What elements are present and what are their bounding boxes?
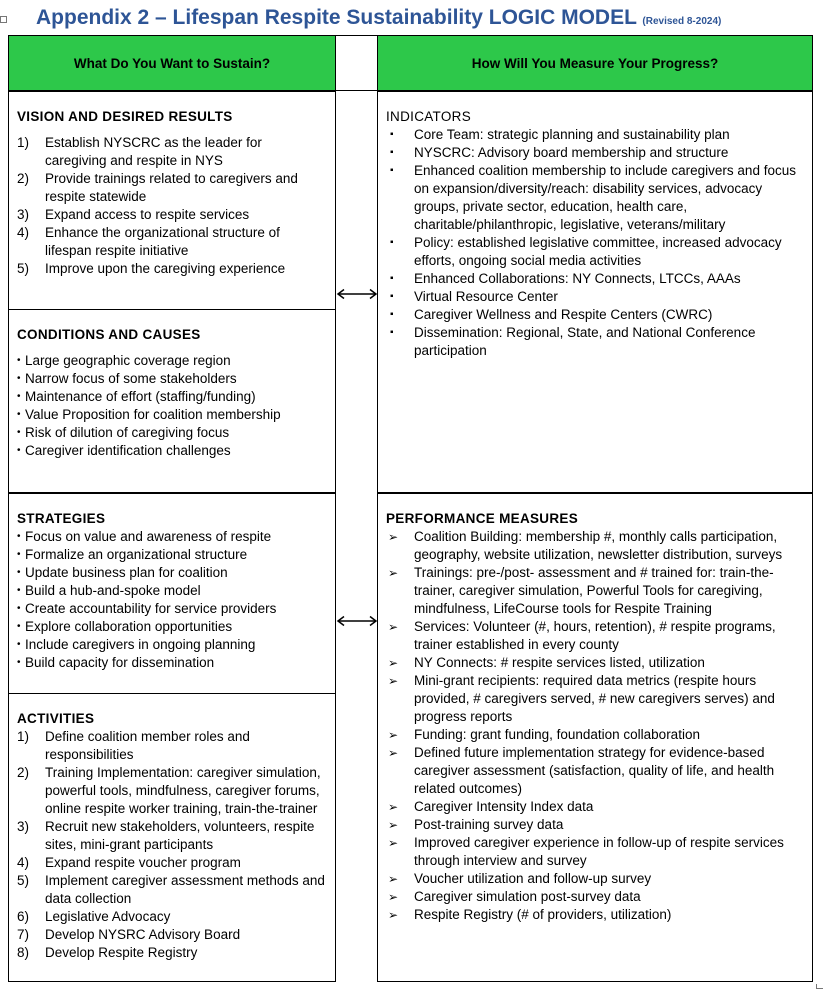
list-item-text: Expand respite voucher program [45, 855, 241, 870]
activity-item [17, 908, 327, 926]
list-number: 1) [17, 729, 30, 744]
list-item-text: Post-training survey data [414, 817, 564, 832]
list-number: 3) [17, 819, 30, 834]
activity-item [17, 818, 327, 854]
performance-item [386, 870, 804, 888]
strategies-section [8, 493, 336, 694]
double-arrow-icon [336, 615, 378, 627]
vision-item [17, 134, 327, 170]
arrow-bullet-icon: ➢ [388, 818, 399, 832]
strategy-item: • Create accountability for service providers [17, 600, 327, 618]
arrow-bullet-icon: ➢ [388, 872, 399, 886]
header-left-label: What Do You Want to Sustain? [73, 55, 271, 71]
arrow-bullet-icon: ➢ [388, 566, 399, 580]
list-item-text: Recruit new stakeholders, volunteers, respite sites, mini-grant participants [45, 819, 315, 852]
list-number: 3) [17, 207, 30, 222]
activities-section [8, 693, 336, 982]
indicator-item: ▪ Virtual Resource Center [386, 288, 804, 306]
indicators-section [377, 91, 813, 493]
list-item-text: Mini-grant recipients: required data metrics (respite hours provided, # caregivers served, # new caregivers serves) and progress reports [414, 673, 775, 724]
arrow-bullet-icon: ➢ [388, 656, 399, 670]
corner-marker-icon [816, 984, 823, 989]
indicator-item: ▪ Dissemination: Regional, State, and National Conference participation [386, 324, 804, 360]
performance-item [386, 888, 804, 906]
list-number: 4) [17, 225, 30, 240]
arrow-bullet-icon: ➢ [388, 890, 399, 904]
strategies-heading: STRATEGIES [17, 511, 106, 526]
list-item-text: Voucher utilization and follow-up survey [414, 871, 652, 886]
strategy-item: • Explore collaboration opportunities [17, 618, 327, 636]
list-item-text: Define coalition member roles and responsibilities [45, 729, 250, 762]
activity-item [17, 854, 327, 872]
list-item-text: Develop NYSRC Advisory Board [45, 927, 241, 942]
arrow-bullet-icon: ➢ [388, 746, 399, 760]
vision-item [17, 260, 327, 278]
vision-list [17, 134, 327, 278]
arrow-bullet-icon: ➢ [388, 728, 399, 742]
performance-item [386, 816, 804, 834]
strategy-item: • Include caregivers in ongoing planning [17, 636, 327, 654]
list-item-text: Services: Volunteer (#, hours, retention), # respite programs, trainer established in every county [414, 619, 776, 652]
indicator-item: ▪ Core Team: strategic planning and sustainability plan [386, 126, 804, 144]
activity-item [17, 728, 327, 764]
list-item-text: NY Connects: # respite services listed, utilization [414, 655, 705, 670]
performance-item [386, 744, 804, 798]
indicators-list [386, 126, 804, 360]
list-number: 1) [17, 135, 30, 150]
indicator-item: ▪ NYSCRC: Advisory board membership and structure [386, 144, 804, 162]
arrow-bullet-icon: ➢ [388, 800, 399, 814]
condition-item: • Risk of dilution of caregiving focus [17, 424, 327, 442]
performance-list [386, 528, 804, 924]
header-left [8, 35, 336, 91]
indicator-item: ▪ Enhanced coalition membership to include caregivers and focus on expansion/diversity/reach: disability services, advocacy groups, private sector, education, health care, charitable/philanthropic, legislative, veterans/military [386, 162, 804, 234]
arrow-bullet-icon: ➢ [388, 674, 399, 688]
list-item-text: Improved caregiver experience in follow-up of respite services through interview and survey [414, 835, 784, 868]
strategy-item: • Focus on value and awareness of respite [17, 528, 327, 546]
list-number: 5) [17, 261, 30, 276]
vision-item [17, 170, 327, 206]
conditions-heading: CONDITIONS AND CAUSES [17, 327, 201, 342]
list-number: 5) [17, 873, 30, 888]
strategy-item: • Formalize an organizational structure [17, 546, 327, 564]
conditions-section [8, 309, 336, 493]
strategies-list [17, 528, 327, 672]
performance-item [386, 798, 804, 816]
indicator-item: ▪ Caregiver Wellness and Respite Centers (CWRC) [386, 306, 804, 324]
vision-item [17, 206, 327, 224]
list-item-text: Develop Respite Registry [45, 945, 198, 960]
condition-item: • Large geographic coverage region [17, 352, 327, 370]
header-right-label: How Will You Measure Your Progress? [471, 55, 719, 71]
activity-item [17, 944, 327, 962]
condition-item: • Caregiver identification challenges [17, 442, 327, 460]
list-item-text: Enhance the organizational structure of lifespan respite initiative [45, 225, 280, 258]
performance-item [386, 834, 804, 870]
performance-section [377, 493, 813, 982]
list-item-text: Caregiver Intensity Index data [414, 799, 594, 814]
condition-item: • Maintenance of effort (staffing/funding) [17, 388, 327, 406]
title-main: Appendix 2 – Lifespan Respite Sustainability LOGIC MODEL [36, 6, 637, 29]
activities-list [17, 728, 327, 962]
vision-section [8, 91, 336, 310]
performance-heading: PERFORMANCE MEASURES [386, 511, 579, 526]
anchor-marker-icon [0, 16, 7, 23]
activities-heading: ACTIVITIES [17, 711, 95, 726]
performance-item [386, 564, 804, 618]
arrow-bullet-icon: ➢ [388, 836, 399, 850]
list-item-text: Training Implementation: caregiver simulation, powerful tools, mindfulness, caregiver forums, online respite worker training, train-the-trainer [45, 765, 321, 816]
list-item-text: Funding: grant funding, foundation collaboration [414, 727, 700, 742]
list-item-text: Provide trainings related to caregivers and respite statewide [45, 171, 298, 204]
header-right [377, 35, 813, 91]
condition-item: • Narrow focus of some stakeholders [17, 370, 327, 388]
list-item-text: Coalition Building: membership #, monthly calls participation, geography, website utilization, newsletter distribution, surveys [414, 529, 783, 562]
activity-item [17, 872, 327, 908]
conditions-list [17, 352, 327, 460]
arrow-bullet-icon: ➢ [388, 620, 399, 634]
list-item-text: Improve upon the caregiving experience [45, 261, 286, 276]
double-arrow-icon [336, 288, 378, 300]
list-number: 6) [17, 909, 30, 924]
indicator-item: ▪ Policy: established legislative committee, increased advocacy efforts, ongoing social media activities [386, 234, 804, 270]
page-title [36, 6, 816, 32]
performance-item [386, 654, 804, 672]
list-item-text: Caregiver simulation post-survey data [414, 889, 641, 904]
list-item-text: Establish NYSCRC as the leader for caregiving and respite in NYS [45, 135, 262, 168]
activity-item [17, 926, 327, 944]
strategy-item: • Build capacity for dissemination [17, 654, 327, 672]
vision-item [17, 224, 327, 260]
arrow-bullet-icon: ➢ [388, 908, 399, 922]
list-item-text: Expand access to respite services [45, 207, 250, 222]
header-gap [336, 35, 378, 91]
list-number: 7) [17, 927, 30, 942]
vision-heading: VISION AND DESIRED RESULTS [17, 109, 233, 124]
performance-item [386, 618, 804, 654]
list-number: 2) [17, 171, 30, 186]
performance-item [386, 672, 804, 726]
list-item-text: Defined future implementation strategy for evidence-based caregiver assessment (satisfaction, quality of life, and health related outcomes) [414, 745, 775, 796]
list-number: 8) [17, 945, 30, 960]
indicator-item: ▪ Enhanced Collaborations: NY Connects, LTCCs, AAAs [386, 270, 804, 288]
strategy-item: • Build a hub-and-spoke model [17, 582, 327, 600]
performance-item [386, 528, 804, 564]
list-number: 2) [17, 765, 30, 780]
strategy-item: • Update business plan for coalition [17, 564, 327, 582]
indicators-heading: INDICATORS [386, 109, 472, 124]
revision-note: (Revised 8-2024) [642, 16, 722, 27]
list-item-text: Respite Registry (# of providers, utilization) [414, 907, 672, 922]
list-number: 4) [17, 855, 30, 870]
performance-item [386, 726, 804, 744]
list-item-text: Legislative Advocacy [45, 909, 171, 924]
condition-item: • Value Proposition for coalition membership [17, 406, 327, 424]
activity-item [17, 764, 327, 818]
list-item-text: Implement caregiver assessment methods and data collection [45, 873, 325, 906]
performance-item [386, 906, 804, 924]
list-item-text: Trainings: pre-/post- assessment and # trained for: train-the-trainer, caregiver simulation, Powerful Tools for caregiving, mindfulness, LifeCourse tools for Respite Training [414, 565, 774, 616]
arrow-bullet-icon: ➢ [388, 530, 399, 544]
